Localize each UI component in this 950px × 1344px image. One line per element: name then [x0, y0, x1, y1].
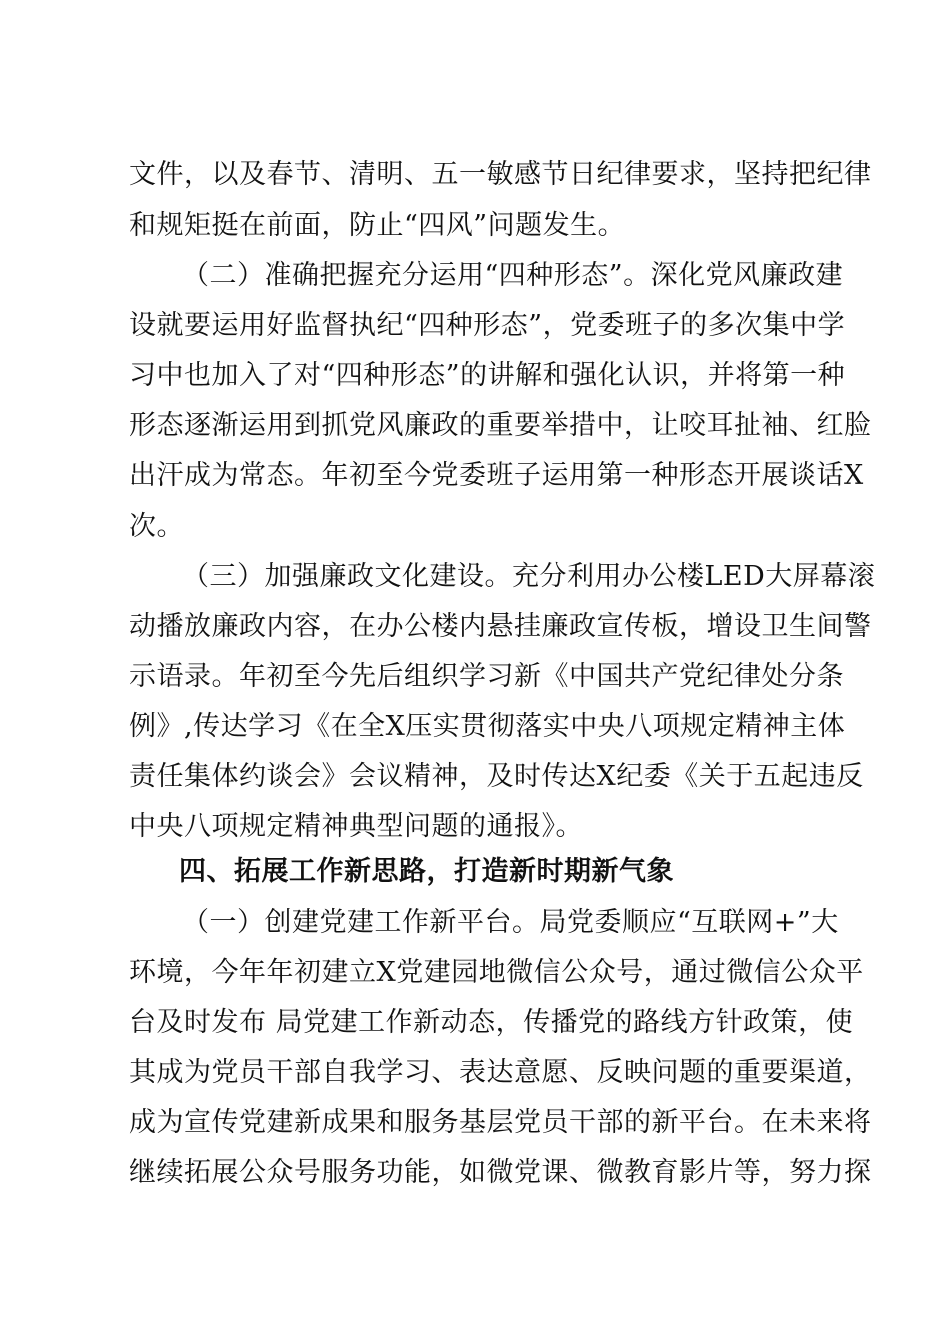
text-line-5: 习中也加入了对“四种形态”的讲解和强化认识，并将第一种: [129, 360, 846, 391]
text-line-1: 文件，以及春节、清明、五一敏感节日纪律要求，坚持把纪律: [129, 159, 872, 190]
text-line-21: 继续拓展公众号服务功能，如微党课、微教育影片等，努力探: [129, 1157, 872, 1188]
text-line-18: 台及时发布 局党建工作新动态，传播党的路线方针政策，使: [129, 1007, 854, 1038]
text-line-7: 出汗成为常态。年初至今党委班子运用第一种形态开展谈话X: [129, 460, 864, 491]
paragraph-4-first-line: （一）创建党建工作新平台。局党委顺应“互联网+”大: [182, 907, 839, 938]
paragraph-3-first-line: （三）加强廉政文化建设。充分利用办公楼LED大屏幕滚: [182, 561, 876, 592]
text-line-12: 例》,传达学习《在全X压实贯彻落实中央八项规定精神主体: [129, 711, 846, 742]
text-line-10: 动播放廉政内容，在办公楼内悬挂廉政宣传板，增设卫生间警: [129, 611, 872, 642]
text-line-8: 次。: [129, 511, 184, 542]
text-line-14: 中央八项规定精神典型问题的通报》。: [129, 811, 583, 842]
text-line-13: 责任集体约谈会》会议精神，及时传达X纪委《关于五起违反: [129, 761, 864, 792]
paragraph-2-first-line: （二）准确把握充分运用“四种形态”。深化党风廉政建: [182, 260, 844, 291]
text-line-4: 设就要运用好监督执纪“四种形态”，党委班子的多次集中学: [129, 310, 846, 341]
text-line-6: 形态逐渐运用到抓党风廉政的重要举措中，让咬耳扯袖、红脸: [129, 410, 872, 441]
text-line-20: 成为宣传党建新成果和服务基层党员干部的新平台。在未来将: [129, 1107, 872, 1138]
text-line-17: 环境，今年年初建立X党建园地微信公众号，通过微信公众平: [129, 957, 864, 988]
text-line-2: 和规矩挺在前面，防止“四风”问题发生。: [129, 210, 626, 241]
text-line-19: 其成为党员干部自我学习、表达意愿、反映问题的重要渠道，: [129, 1057, 872, 1088]
text-line-11: 示语录。年初至今先后组织学习新《中国共产党纪律处分条: [129, 661, 844, 692]
section-heading: 四、拓展工作新思路，打造新时期新气象: [179, 856, 674, 887]
